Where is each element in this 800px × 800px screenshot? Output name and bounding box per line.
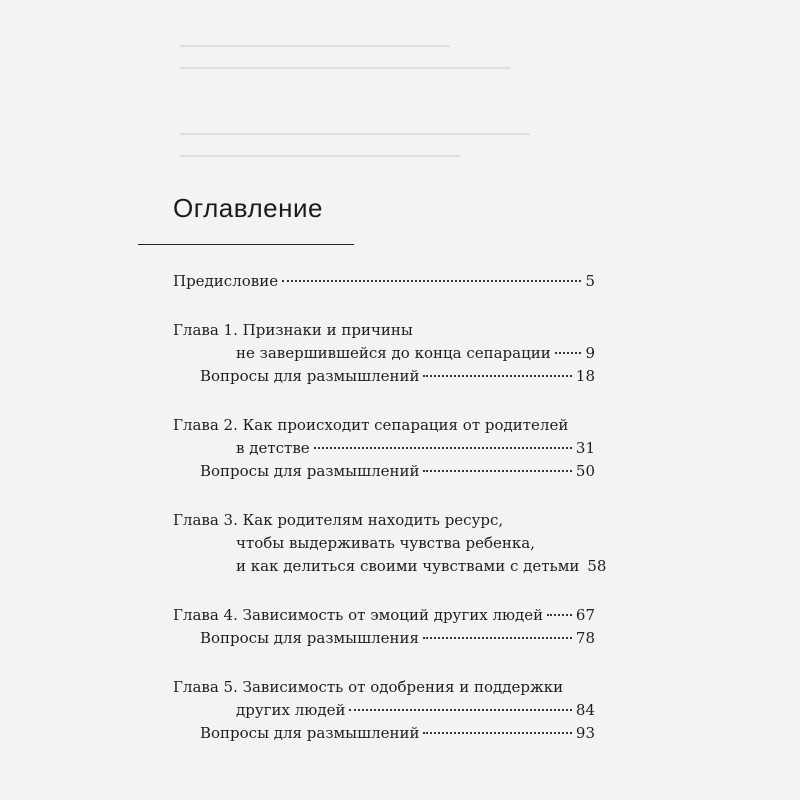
leader-dots (314, 447, 572, 449)
toc-chapter-3-line-2[interactable]: чтобы выдерживать чувства ребенка, (236, 534, 536, 552)
toc-page-number: 9 (585, 344, 595, 362)
toc-entry-chapter-5-questions[interactable] (173, 722, 595, 745)
toc-page-number: 84 (575, 701, 595, 719)
leader-dots (423, 470, 571, 472)
toc-entry-chapter-1-questions[interactable] (173, 365, 595, 388)
toc-page-number: 31 (575, 439, 595, 457)
leader-dots (349, 709, 571, 711)
toc-entry-title: Вопросы для размышлений (200, 724, 420, 742)
toc-page-number: 50 (575, 462, 595, 480)
toc-entry-preface[interactable] (173, 270, 595, 293)
toc-entry-title: Глава 4. Зависимость от эмоций других людей (173, 606, 544, 624)
heading-rule (138, 244, 354, 245)
toc-chapter-3-line-1[interactable]: Глава 3. Как родителям находить ресурс, (173, 511, 504, 529)
toc-page-number: 67 (575, 606, 595, 624)
leader-dots (282, 280, 581, 282)
toc-entry-title: Вопросы для размышления (200, 629, 419, 647)
toc-entry-title: в детстве (236, 439, 310, 457)
toc-heading: Оглавление (173, 193, 323, 223)
toc-entry-chapter-2[interactable] (173, 437, 595, 460)
toc-entry-chapter-1[interactable] (173, 342, 595, 365)
leader-dots (555, 352, 582, 354)
toc-entry-title: Вопросы для размышлений (200, 367, 420, 385)
toc-entry-chapter-5[interactable] (173, 699, 595, 722)
toc-chapter-5-line-1[interactable]: Глава 5. Зависимость от одобрения и поддержки (173, 678, 564, 696)
toc-entry-title: Предисловие (173, 272, 279, 290)
toc-entry-chapter-2-questions[interactable] (173, 460, 595, 483)
toc-chapter-1-line-1[interactable]: Глава 1. Признаки и причины (173, 321, 413, 339)
leader-dots (423, 375, 571, 377)
toc-page-number: 5 (585, 272, 595, 290)
leader-dots (547, 614, 572, 616)
toc-entry-title: не завершившейся до конца сепарации (236, 344, 551, 362)
toc-entry-chapter-4[interactable] (173, 604, 595, 627)
toc-entry-chapter-3[interactable] (173, 555, 607, 578)
leader-dots (423, 732, 571, 734)
toc-entry-title: Вопросы для размышлений (200, 462, 420, 480)
toc-chapter-2-line-1[interactable]: Глава 2. Как происходит сепарация от родителей (173, 416, 569, 434)
table-of-contents (173, 270, 607, 745)
show-through-text: ▁▁▁▁▁▁▁▁▁▁▁▁▁▁▁▁▁▁▁▁▁▁▁▁▁▁▁ ▁▁▁▁▁▁▁▁▁▁▁▁▁▁▁▁▁▁▁▁▁▁▁▁▁▁▁▁▁▁▁▁▁ ▁▁▁▁▁▁▁▁▁▁▁▁▁▁▁▁▁▁▁▁▁▁▁▁▁▁▁▁▁▁▁▁▁▁▁ ▁▁▁▁▁▁▁▁▁▁▁▁▁▁▁▁▁▁▁▁▁▁▁▁▁▁▁▁ (180, 33, 530, 158)
toc-page-number: 93 (575, 724, 595, 742)
leader-dots (423, 637, 572, 639)
toc-entry-title: других людей (236, 701, 346, 719)
toc-page-number: 78 (575, 629, 595, 647)
toc-page-number: 58 (587, 557, 607, 575)
toc-entry-chapter-4-questions[interactable] (173, 627, 595, 650)
toc-entry-title: и как делиться своими чувствами с детьми (236, 557, 580, 575)
toc-page-number: 18 (575, 367, 595, 385)
